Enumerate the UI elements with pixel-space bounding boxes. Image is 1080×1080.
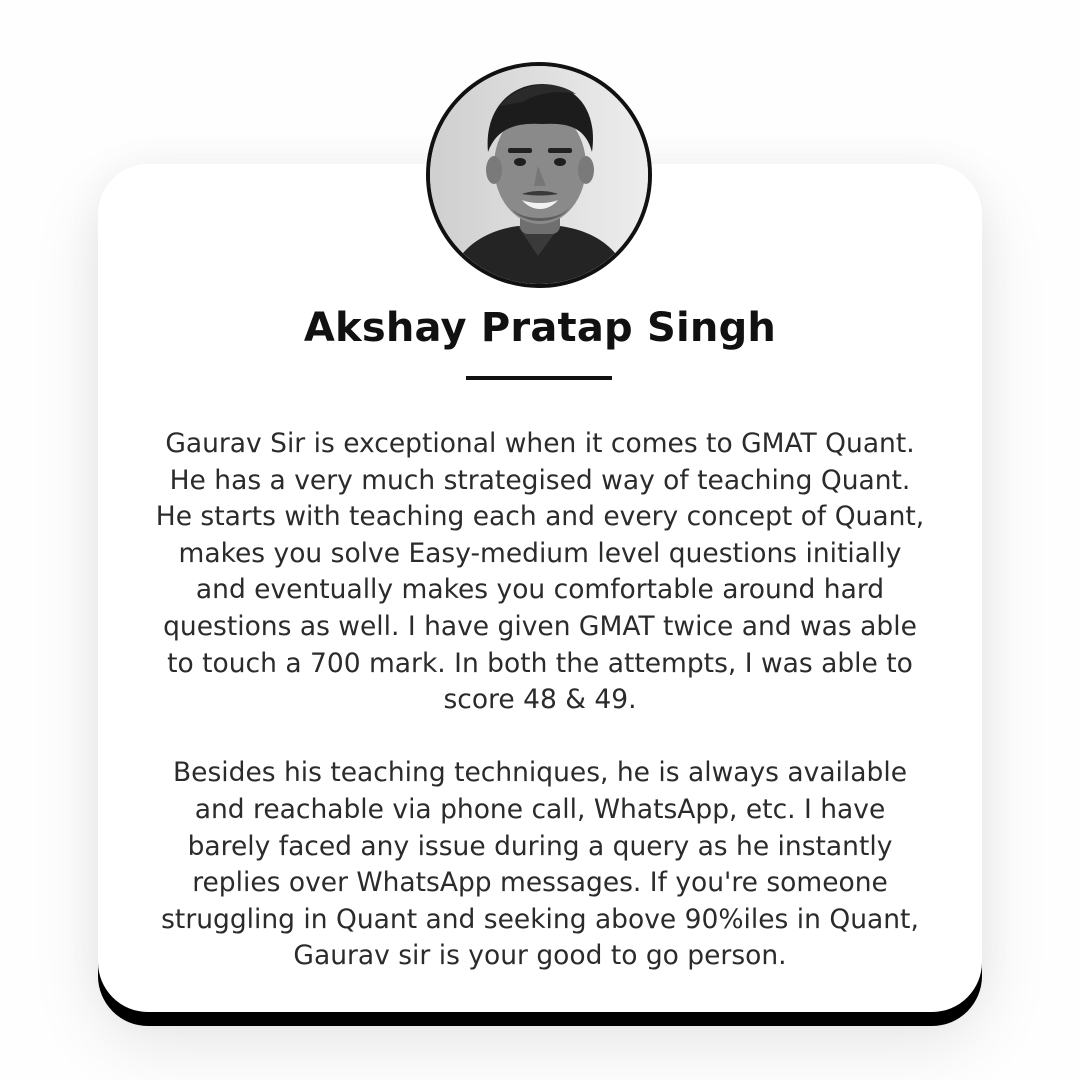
text-line: questions as well. I have given GMAT twice and was able [163,610,917,642]
text-line: struggling in Quant and seeking above 90%iles in Quant, [161,903,919,935]
text-line: barely faced any issue during a query as he instantly [187,830,893,862]
testimonial-text [130,426,950,975]
person-photo-icon [430,66,648,284]
text-line: Besides his teaching techniques, he is always available [172,757,908,789]
text-line: makes you solve Easy-medium level questions initially [178,537,902,569]
avatar [426,62,652,288]
testimonial-paragraph-1 [130,426,950,719]
text-line: to touch a 700 mark. In both the attempts, I was able to [167,647,913,679]
text-line: and reachable via phone call, WhatsApp, etc. I have [194,793,886,825]
reviewer-name: Akshay Pratap Singh [303,305,777,351]
text-line: score 48 & 49. [443,684,637,716]
text-line: replies over WhatsApp messages. If you're someone [192,867,888,899]
text-line: He starts with teaching each and every concept of Quant, [155,501,925,533]
text-line: Gaurav Sir is exceptional when it comes to GMAT Quant. [165,428,915,459]
name-divider [466,376,612,380]
text-line: He has a very much strategised way of teaching Quant. [169,464,911,496]
paragraph-gap [130,719,950,756]
text-line: Gaurav sir is your good to go person. [293,940,787,972]
text-line: and eventually makes you comfortable around hard [195,574,885,606]
testimonial-paragraph-2 [130,755,950,975]
